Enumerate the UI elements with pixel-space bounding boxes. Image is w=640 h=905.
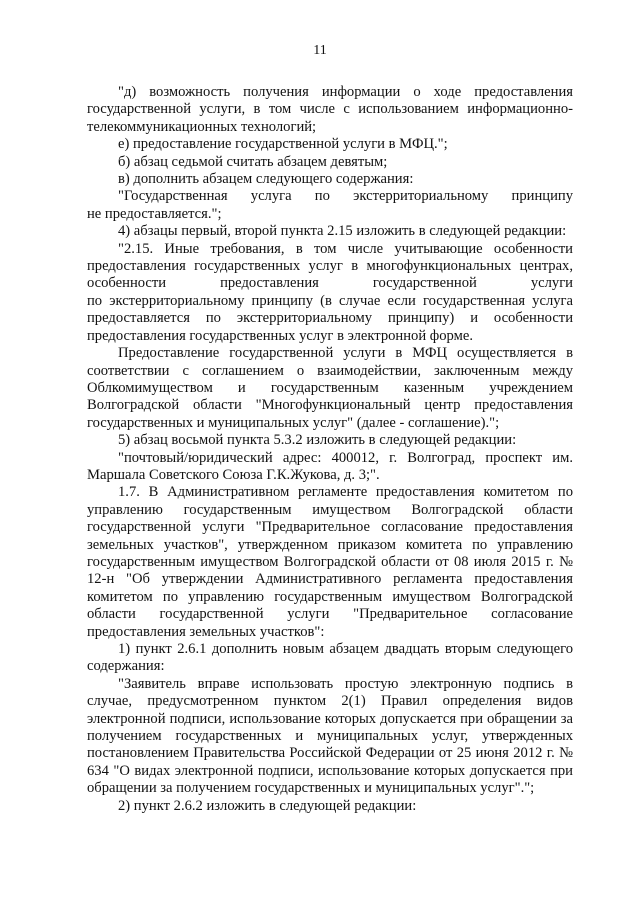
paragraph-15: "Заявитель вправе использовать простую электронную подпись в случае, предусмотренном пунктом 2(1) Правил определения видов электронной подписи, использование которых допускается при обращении за получением государственных и муниципальных услуг, утвержденных постановлением Правительства Российской Федерации от 25 июня 2012 г. № 634 "О видах электронной подписи, использование которых допускается при обращении за получением государственных и муниципальных услуг"."; <box>87 675 573 797</box>
paragraph-11: 5) абзац восьмой пункта 5.3.2 изложить в следующей редакции: <box>118 432 517 449</box>
paragraph-3: б) абзац седьмой считать абзацем девятым; <box>118 153 388 170</box>
paragraph-2: е) предоставление государственной услуги в МФЦ."; <box>118 136 448 153</box>
paragraph-10: Предоставление государственной услуги в МФЦ осуществляется в соответствии с соглашением о взаимодействии, заключенным между Облкомимуществом и государственным казенным учреждением Волгоградской области "Многофункциональный центр предоставления государственных и муниципальных услуг" (далее - соглашение)."; <box>87 345 573 431</box>
page-number: 11 <box>313 43 327 58</box>
paragraph-4: в) дополнить абзацем следующего содержания: <box>118 171 414 188</box>
paragraph-8: "2.15. Иные требования, в том числе учитывающие особенности предоставления государственных услуг в многофункциональных центрах, особенности предоставления государственной услуги <box>87 240 573 292</box>
paragraph-7: 4) абзацы первый, второй пункта 2.15 изложить в следующей редакции: <box>118 223 567 240</box>
paragraph-13: 1.7. В Административном регламенте предоставления комитетом по управлению государственным имуществом Волгоградской области государственной услуги "Предварительное согласование предоставления земельных участков", утвержденном приказом комитета по управлению государственным имуществом Волгоградской области от 08 июля 2015 г. № 12-н "Об утверждении Административного регламента предоставления комитетом по управлению государственным имуществом Волгоградской области государственной услуги "Предварительное согласование предоставления земельных участков": <box>87 484 573 640</box>
paragraph-1: "д) возможность получения информации о ходе предоставления государственной услуги, в том числе с использованием информационно-телекоммуникационных технологий; <box>87 84 573 135</box>
paragraph-5: "Государственная услуга по экстерриториальному принципу <box>118 188 573 205</box>
paragraph-16: 2) пункт 2.6.2 изложить в следующей редакции: <box>118 797 417 814</box>
document-body <box>87 84 573 815</box>
paragraph-14: 1) пункт 2.6.1 дополнить новым абзацем двадцать вторым следующего содержания: <box>87 641 573 675</box>
paragraph-9: по экстерриториальному принципу (в случае если государственная услуга предоставляется по экстерриториальному принципу) и особенности предоставления государственных услуг в электронной форме. <box>87 292 573 344</box>
paragraph-12: "почтовый/юридический адрес: 400012, г. Волгоград, проспект им. Маршала Советского Союза Г.К.Жукова, д. 3;". <box>87 449 573 483</box>
paragraph-6: не предоставляется."; <box>87 205 222 222</box>
